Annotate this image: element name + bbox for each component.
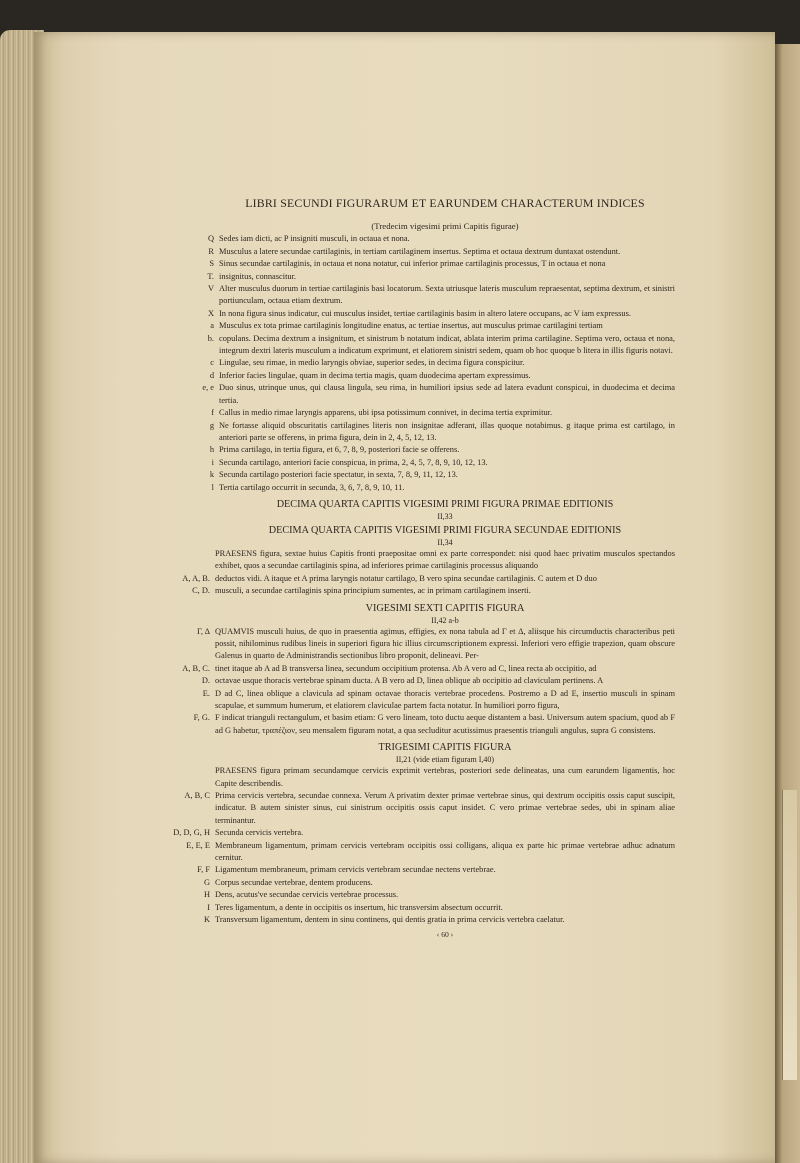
index-entry: [169, 308, 675, 320]
entry-text: Secunda cartilago posteriori facie spectatur, in sexta, 7, 8, 9, 11, 12, 13.: [219, 470, 458, 480]
text-entry: [169, 914, 675, 926]
entry-text: deductos vidi. A itaque et A prima laryngis notatur cartilago, B vero spina secundae cartilaginis. C autem et D duo: [215, 573, 597, 583]
entry-key: C, D.: [192, 586, 210, 596]
entry-text: musculi, a secundae cartilaginis spina principium sumentes, ac in primam cartilaginem inserti.: [215, 586, 531, 596]
entry-key: l: [211, 482, 214, 492]
index-entry: [169, 320, 675, 332]
entry-text: tinet itaque ab A ad B transversa linea, secundum occipitium protensa. Ab A vero ad C, linea recta ab occipitio, ad: [215, 663, 597, 673]
entry-key: E.: [202, 688, 210, 698]
entry-key: [169, 765, 215, 790]
text-entry: [169, 840, 675, 865]
text-entry: [169, 573, 675, 585]
page-title: LIBRI SECUNDI FIGURARUM ET EARUNDEM CHARACTERUM INDICES: [245, 196, 645, 210]
entry-text: Ne fortasse aliquid obscuritatis cartilagines literis non insignitae adferant, illas quoque notabimus. g itaque prima est cartilago, in anteriori parte se offerens, in prima figura, dein in 2, 4, 5, 12, 13.: [219, 420, 675, 442]
section-1-title: DECIMA QUARTA CAPITIS VIGESIMI PRIMI FIGURA PRIMAE EDITIONIS: [276, 498, 614, 510]
entry-key: T.: [207, 271, 214, 281]
entry-key: a: [210, 321, 214, 331]
entry-text: Secunda cervicis vertebra.: [215, 828, 304, 838]
entry-key: A, A, B.: [182, 573, 210, 583]
entry-text: Tertia cartilago occurrit in secunda, 3, 6, 7, 8, 9, 10, 11.: [219, 482, 405, 492]
entry-key: i: [211, 457, 214, 467]
text-entry: [169, 688, 675, 713]
entry-key: b.: [207, 333, 214, 343]
page-content: [173, 196, 675, 941]
page-subtitle: (Tredecim vigesimi primi Capitis figurae): [371, 221, 519, 231]
index-entry: [169, 333, 675, 358]
entry-key: F, F: [197, 865, 210, 875]
entry-key: h: [209, 445, 214, 455]
text-entry: [169, 585, 675, 597]
index-entry: [169, 233, 675, 245]
entry-key: H: [203, 890, 210, 900]
section-2-ref: II,34: [437, 537, 453, 547]
entry-key: [169, 548, 215, 573]
text-entry: [169, 827, 675, 839]
text-entry: [169, 902, 675, 914]
index-entry: [169, 420, 675, 445]
entry-key: c: [210, 358, 214, 368]
index-entry: [169, 482, 675, 494]
entry-key: D, D, G, H: [173, 828, 210, 838]
entry-key: G: [203, 877, 210, 887]
index-entry: [169, 283, 675, 308]
entry-key: k: [209, 470, 214, 480]
entry-key: E, E, E: [186, 840, 210, 850]
entry-text: octavae usque thoracis vertebrae spinam ducta. A B vero ad D, linea oblique ab occipitio ad claviculam pertinens. A: [215, 676, 604, 686]
entry-text: Sedes iam dicti, ac P insigniti musculi, in octaua et nona.: [219, 234, 410, 244]
text-entry: [169, 790, 675, 827]
text-entry: [169, 864, 675, 876]
entry-text: Duo sinus, utrinque unus, qui clausa lingula, seu rima, in humiliori ipsius sede ad latera evadunt conspicui, in duodecima et decima tertia.: [219, 383, 675, 405]
index-entry: [169, 407, 675, 419]
entry-text: In nona figura sinus indicatur, cui musculus insidet, tertiae cartilaginis basim in altero latere occupans, ac V iam expressus.: [219, 308, 631, 318]
entry-text: Inferior facies lingulae, quam in decima tertia magis, quam duodecima apertam expressimus.: [219, 370, 531, 380]
section-3-body: [182, 626, 675, 738]
text-entry: [169, 877, 675, 889]
text-entry: [169, 548, 675, 573]
index-list: [202, 233, 675, 494]
entry-text: Dens, acutus've secundae cervicis vertebrae processus.: [215, 890, 399, 900]
entry-text: copulans. Decima dextrum a insignitum, et sinistrum b notatum indicat, ablata interim prima cartilagine. Septima vero, octaua et nona, integrum dextri lateris musculum a indicatum exprimunt, et elatiorem sinistri sedem, quam ob hoc quoque b litera in illis figuris notavi.: [219, 333, 675, 356]
section-4-title: TRIGESIMI CAPITIS FIGURA: [378, 742, 512, 754]
section-2-body: [182, 548, 675, 598]
entry-key: g: [209, 420, 214, 430]
entry-key: f: [211, 408, 214, 418]
entry-text: Corpus secundae vertebrae, dentem producens.: [215, 877, 373, 887]
entry-text: QUAMVIS musculi huius, de quo in praesentia agimus, effigies, ex nona tabula ad Γ et Δ, aliisque his circumductis characteribus peti possit, nihilominus rudibus lineis in superiori figura hic illius circumscriptionem expressi. Inferiori vero effigie trapezion, quam obscure Galenus in quarto de Administrandis sectionibus libro proponit, delineavi. Per-: [215, 626, 675, 661]
entry-key: R: [208, 246, 214, 256]
entry-text: Secunda cartilago, anteriori facie conspicua, in prima, 2, 4, 5, 7, 8, 9, 10, 12, 13.: [219, 457, 488, 467]
section-3-title: VIGESIMI SEXTI CAPITIS FIGURA: [365, 602, 525, 614]
entry-key: A, B, C.: [182, 663, 210, 673]
index-entry: [169, 271, 675, 283]
entry-key: V: [207, 284, 214, 294]
entry-text: Ligamentum membraneum, primam cervicis vertebram secundae nectens vertebrae.: [215, 865, 496, 875]
section-4-body: [173, 765, 675, 926]
entry-text: PRAESENS figura primam secundamque cervicis exprimit vertebras, posteriori sede delineatas, una cum earundem ligamentis, hoc Capite describendis.: [215, 766, 675, 788]
entry-text: Teres ligamentum, a dente in occipitis os insertum, hic transversim absectum occurrit.: [215, 902, 503, 912]
index-entry: [169, 258, 675, 270]
entry-text: Membraneum ligamentum, primam cervicis vertebram occipitis ossi colligans, aliqua ex parte hic primae vertebrae adhuc adnatum cernitur.: [215, 840, 675, 863]
entry-text: Prima cervicis vertebra, secundae connexa. Verum A privatim dexter primae vertebrae sinus, qui dextrum occipitis ossis caput suscipit, indicatur. B autem sinister sinus, cui sinistrum occipitis ossis caput insidet. C vero primae vertebrae sedes, ubi in spinam aliae terminantur.: [215, 791, 675, 825]
entry-text: Sinus secundae cartilaginis, in octaua et nona notatur, cui inferior primae cartilaginis processus, T in octaua et nona: [219, 259, 606, 269]
entry-text: Prima cartilago, in tertia figura, et 6, 7, 8, 9, posteriori facie se offerens.: [219, 445, 460, 455]
section-1-ref: II,33: [437, 511, 453, 521]
text-entry: [169, 675, 675, 687]
entry-text: D ad C, linea oblique a clavicula ad spinam octavae thoracis vertebrae procedens. Postremo a D ad E, insertio musculi in spinam scapulae, et summum humerum, et elatiorem claviculae partem facta notatur. In humiliori porro figura,: [215, 688, 675, 710]
entry-text: Callus in medio rimae laryngis apparens, ubi ipsa potissimum connivet, in decima tertia exprimitur.: [219, 408, 553, 418]
entry-text: Musculus ex tota primae cartilaginis longitudine enatus, ac tertiae insertus, aut musculus primae cartilagini tertiam: [219, 321, 603, 331]
section-4-ref: II,21 (vide etiam figuram I,40): [395, 755, 495, 765]
index-entry: [169, 457, 675, 469]
entry-key: S: [209, 259, 214, 269]
index-entry: [169, 357, 675, 369]
index-entry: [169, 370, 675, 382]
text-entry: [169, 889, 675, 901]
index-entry: [169, 382, 675, 407]
index-entry: [169, 469, 675, 481]
entry-key: e, e: [202, 383, 214, 393]
entry-text: Alter musculus duorum in tertiae cartilaginis basi locatorum. Sexta utriusque lateris musculum repraesentat, septima dextrum, et sinistri portiunculam, octaua etiam dextrum.: [219, 284, 675, 306]
index-entry: [169, 444, 675, 456]
entry-key: X: [207, 308, 214, 318]
entry-text: F indicat trianguli rectangulum, et basim etiam: G vero lineam, toto ductu aeque distantem a basi. Universum autem spacium, quod ab F ad G habetur, τραπέζιον, seu mensalem figuram notat, a qua secluditur acutissimus praesentis trianguli angulus, supra G consistens.: [215, 713, 675, 735]
text-entry: [169, 626, 675, 663]
entry-text: Transversum ligamentum, dentem in sinu continens, qui dentis gratia in prima cervicis vertebra caelatur.: [215, 915, 565, 925]
index-entry: [169, 246, 675, 258]
section-3-ref: II,42 a-b: [431, 615, 459, 625]
entry-key: A, B, C: [184, 791, 210, 801]
section-2-title: DECIMA QUARTA CAPITIS VIGESIMI PRIMI FIGURA SECUNDAE EDITIONIS: [268, 524, 622, 536]
entry-key: F, G.: [193, 713, 210, 723]
entry-key: I: [207, 902, 210, 912]
entry-key: Q: [207, 234, 214, 244]
entry-text: Musculus a latere secundae cartilaginis, in tertiam cartilaginem insertus. Septima et octaua dextrum duntaxat ostendunt.: [219, 246, 621, 256]
color-calibration-strip: [782, 790, 797, 1080]
text-entry: [169, 712, 675, 737]
text-entry: [169, 663, 675, 675]
text-entry: [169, 765, 675, 790]
entry-text: insignitus, connascitur.: [219, 271, 296, 281]
entry-key: d: [209, 370, 214, 380]
page-number: ‹ 60 ›: [436, 929, 454, 939]
entry-text: Lingulae, seu rimae, in medio laryngis obviae, superior sedes, in decima figura conspicitur.: [219, 358, 525, 368]
entry-key: K: [203, 915, 210, 925]
entry-text: PRAESENS figura, sextae huius Capitis fronti praepositae omni ex parte correspondet: nisi quod haec privatim musculos spectandos exhibet, quos a secundae cartilaginis spina, ad inferiores primae cartilaginis processus aliquando: [215, 548, 675, 571]
entry-key: D.: [201, 676, 210, 686]
entry-key: Γ, Δ: [197, 626, 210, 636]
